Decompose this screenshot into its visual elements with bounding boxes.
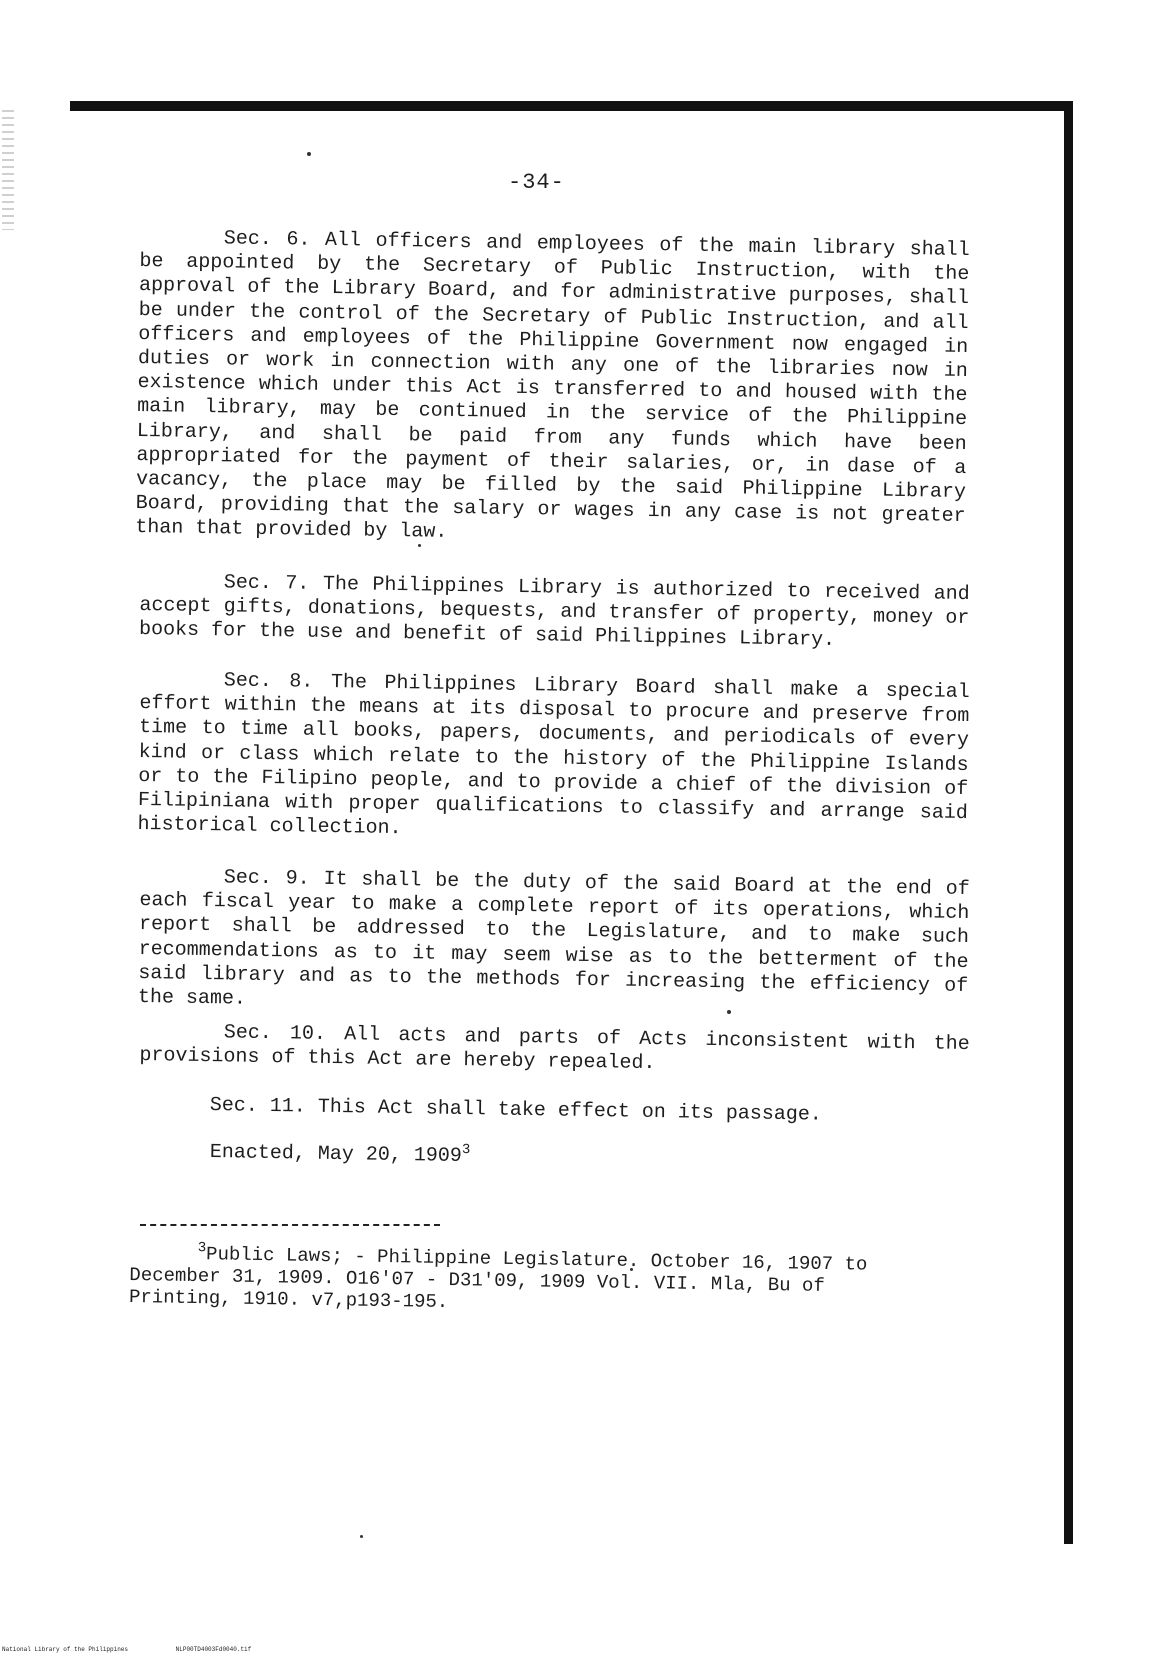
section-label: Sec. 6. (223, 227, 311, 252)
footnote-divider (140, 1224, 440, 1226)
section-text: All officers and employees of the main library shall be appointed by the Secretary of Public Instruction, with the approval of the Library Board, and for administrative purposes, shall be under the control of the Secretary of Public Instruction, and all officers and employees of the Philippine Government now engaged in duties or work in connection with any one of the libraries now in existence which under this Act is transferred to and housed with the main library, may be continued in the service of the Philippine Library, and shall be paid from any funds which have been appropriated for the payment of their salaries, or, in dase of a vacancy, the place may be filled by the said Philippine Library Board, providing that the salary or wages in any case is not greater than that provided by law. (135, 228, 970, 545)
scan-speck (360, 1535, 363, 1538)
section-9 (138, 865, 970, 1023)
section-label: Sec. 11. (209, 1094, 307, 1119)
page-number: -34- (508, 170, 565, 195)
enacted-text: Enacted, May 20, 1909 (209, 1140, 462, 1168)
section-label: Sec. 10. (223, 1021, 327, 1046)
footnote-marker: 3 (197, 1240, 207, 1257)
enacted-date (210, 1138, 471, 1168)
scan-border-right (1064, 101, 1073, 1544)
scan-speck (307, 152, 311, 156)
section-text: The Philippines Library Board shall make a special effort within the means at its disposal to procure and preserve from time to time all books, papers, documents, and periodicals of every kind or class which relate to the history of the Philippine Islands or to the Filipino people, and to provide a chief of the division of Filipiniana with proper qualifications to classify and arrange said historical collection. (137, 671, 970, 841)
section-text: This Act shall take effect on its passage. (317, 1095, 823, 1127)
footnote-reference: 3 (461, 1141, 471, 1159)
section-text: All acts and parts of Acts inconsistent with the provisions of this Act are hereby repealed. (139, 1023, 970, 1076)
scan-edge-artifact (2, 110, 14, 230)
section-6 (135, 226, 970, 554)
footnote-text: Public Laws; - Philippine Legislature. October 16, 1907 to December 31, 1909. O16'07 - D31'09, 1909 Vol. VII. Mla, Bu of Printing, 1910. v7,p193-195. (128, 1243, 868, 1314)
scan-filename: NLP00TD4003Fd0040.tif (175, 1646, 252, 1653)
scan-border-top (70, 101, 1068, 111)
section-label: Sec. 7. (223, 571, 310, 596)
scan-footer (0, 1642, 1168, 1658)
section-label: Sec. 8. (223, 669, 314, 694)
footnote (129, 1236, 910, 1320)
section-text: It shall be the duty of the said Board at the end of each fiscal year to make a complete report of its operations, which report shall be addressed to the Legislature, and to make such recommendations as to it may seem wise as to the betterment of the said library and as to the methods for increasing the efficiency of the same. (137, 867, 970, 1011)
scan-source: National Library of the Philippines (2, 1646, 129, 1653)
section-11 (210, 1094, 822, 1127)
section-8 (137, 668, 970, 850)
section-7 (139, 570, 970, 656)
section-10 (139, 1020, 970, 1081)
section-text: The Philippines Library is authorized to received and accept gifts, donations, bequests, and transfer of property, money or books for the use and benefit of said Philippines Library. (138, 572, 970, 653)
section-label: Sec. 9. (223, 866, 310, 891)
